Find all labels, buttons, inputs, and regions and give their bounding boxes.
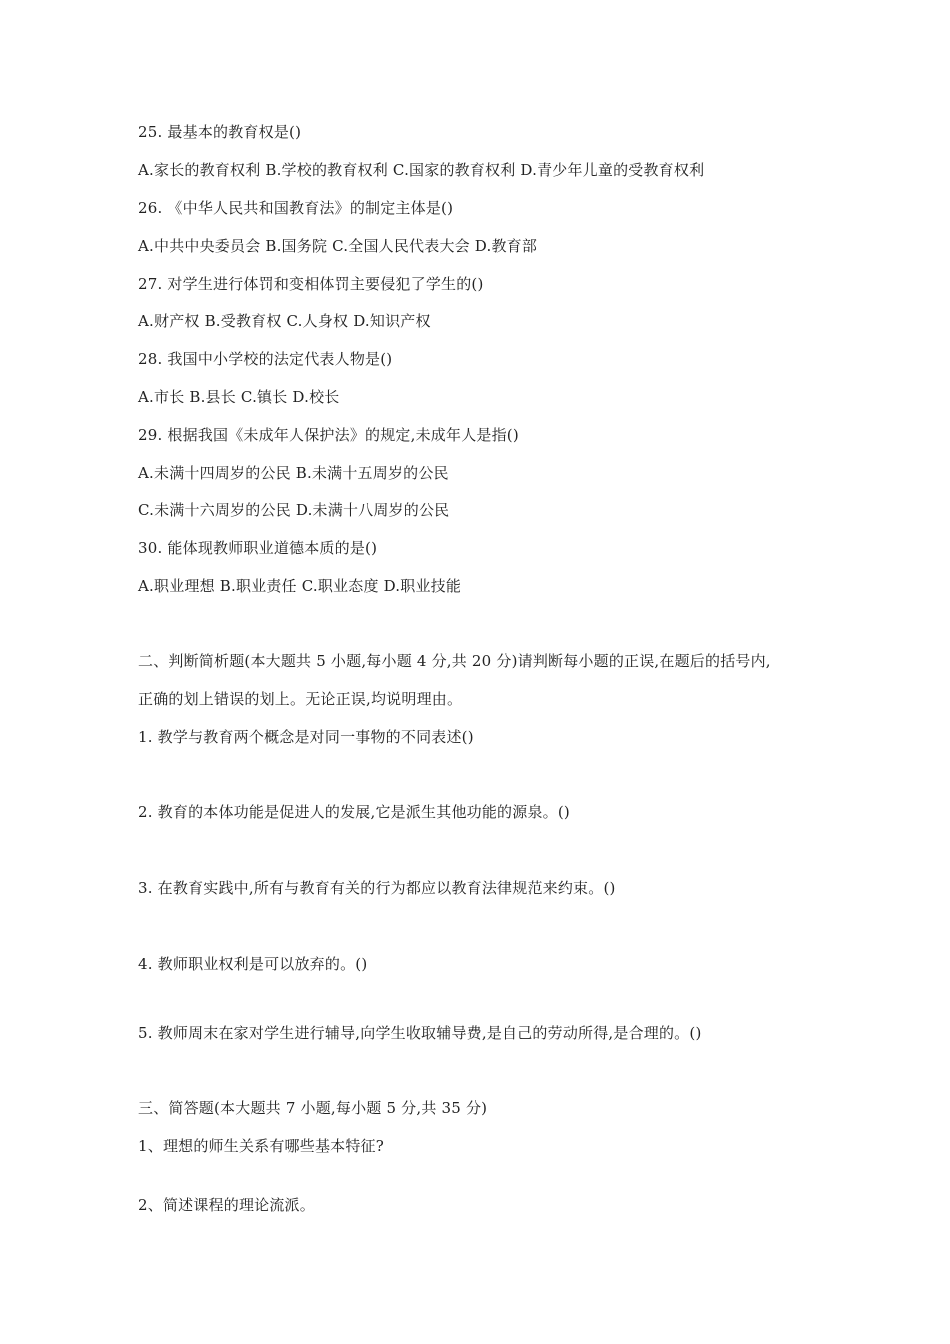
question-30: 30. 能体现教师职业道德本质的是() (138, 539, 378, 557)
judge-item-5: 5. 教师周末在家对学生进行辅导,向学生收取辅导费,是自己的劳动所得,是合理的。() (138, 1024, 702, 1042)
section-judge-heading-2: 正确的划上错误的划上。无论正误,均说明理由。 (138, 690, 463, 708)
question-25-options: A.家长的教育权利 B.学校的教育权利 C.国家的教育权利 D.青少年儿童的受教育权利 (138, 161, 705, 179)
section-judge-heading-1: 二、判断简析题(本大题共 5 小题,每小题 4 分,共 20 分)请判断每小题的正误,在题后的括号内, (138, 652, 771, 670)
short-item-2: 2、简述课程的理论流派。 (138, 1196, 315, 1214)
judge-item-1: 1. 教学与教育两个概念是对同一事物的不同表述() (138, 728, 474, 746)
question-29-options-1: A.未满十四周岁的公民 B.未满十五周岁的公民 (138, 464, 449, 482)
question-29-options-2: C.未满十六周岁的公民 D.未满十八周岁的公民 (138, 501, 450, 519)
judge-item-2: 2. 教育的本体功能是促进人的发展,它是派生其他功能的源泉。() (138, 803, 570, 821)
question-26-options: A.中共中央委员会 B.国务院 C.全国人民代表大会 D.教育部 (138, 237, 538, 255)
question-26: 26. 《中华人民共和国教育法》的制定主体是() (138, 199, 454, 217)
short-item-1: 1、理想的师生关系有哪些基本特征? (138, 1137, 384, 1155)
question-28-options: A.市长 B.县长 C.镇长 D.校长 (138, 388, 340, 406)
question-29: 29. 根据我国《未成年人保护法》的规定,未成年人是指() (138, 426, 519, 444)
question-27-options: A.财产权 B.受教育权 C.人身权 D.知识产权 (138, 312, 431, 330)
question-28: 28. 我国中小学校的法定代表人物是() (138, 350, 393, 368)
judge-item-3: 3. 在教育实践中,所有与教育有关的行为都应以教育法律规范来约束。() (138, 879, 616, 897)
section-short-heading: 三、简答题(本大题共 7 小题,每小题 5 分,共 35 分) (138, 1099, 488, 1117)
judge-item-4: 4. 教师职业权利是可以放弃的。() (138, 955, 368, 973)
question-27: 27. 对学生进行体罚和变相体罚主要侵犯了学生的() (138, 275, 484, 293)
question-25: 25. 最基本的教育权是() (138, 123, 302, 141)
question-30-options: A.职业理想 B.职业责任 C.职业态度 D.职业技能 (138, 577, 462, 595)
